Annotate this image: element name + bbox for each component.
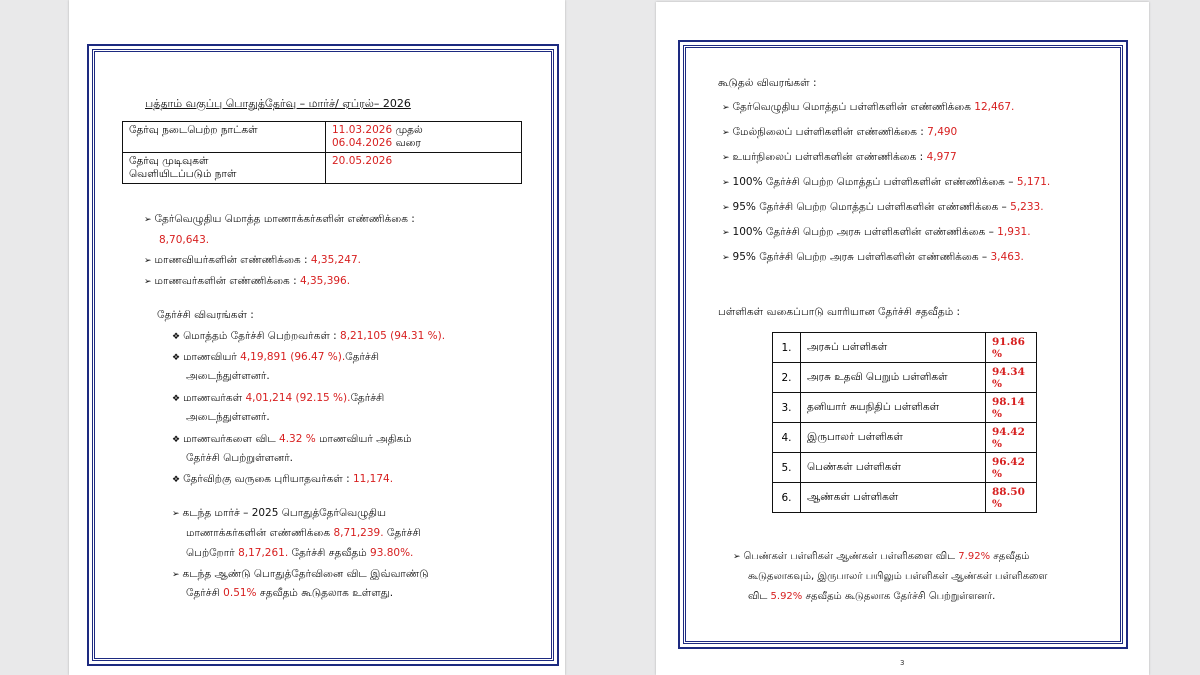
item-label: 95% தேர்ச்சி பெற்ற மொத்தப் பள்ளிகளின் எண்ணிக்கை –: [732, 201, 1007, 213]
prev-year-students: 8,71,239.: [333, 527, 384, 539]
category-percent: 91.86 %: [986, 333, 1037, 363]
page-number: 3: [900, 659, 905, 667]
item-value: 1,931.: [997, 226, 1031, 238]
girls-pass-value: 4,19,891 (96.47 %).: [240, 351, 346, 363]
row-number: 3.: [773, 393, 801, 423]
list-item: [722, 201, 1044, 214]
note-value1: 7.92%: [958, 551, 991, 562]
girls-count-label: மாணவியர்களின் எண்ணிக்கை :: [154, 254, 308, 266]
total-students-label: தேர்வெழுதிய மொத்த மாணாக்கர்களின் எண்ணிக்கை :: [154, 213, 415, 225]
table-row: [773, 363, 1037, 393]
absent-value: 11,174.: [352, 473, 394, 485]
pass-total-line: [172, 330, 445, 343]
list-item: [722, 176, 1050, 189]
category-percent: 88.50 %: [986, 483, 1037, 513]
pass-total-value: 8,21,105 (94.31 %).: [340, 330, 446, 342]
boys-pass-line: [172, 392, 384, 405]
prev-year-line4: [172, 568, 429, 581]
diamond-bullet-icon: ❖: [172, 394, 181, 404]
row-number: 4.: [773, 423, 801, 453]
prev-year-line1: [172, 507, 386, 520]
category-label: பெண்கள் பள்ளிகள்: [801, 453, 986, 483]
item-label: 95% தேர்ச்சி பெற்ற அரசு பள்ளிகளின் எண்ணிக்கை –: [732, 251, 988, 263]
pass-total-label: மொத்தம் தேர்ச்சி பெற்றவர்கள் :: [183, 330, 337, 342]
arrow-bullet-icon: ➢: [144, 256, 152, 266]
prev-year-percent: 93.80%.: [370, 547, 414, 559]
comparison-post: மாணவியர் அதிகம்: [319, 433, 412, 445]
item-label: 100% தேர்ச்சி பெற்ற அரசு பள்ளிகளின் எண்ணிக்கை –: [732, 226, 994, 238]
table-row: [123, 122, 522, 153]
item-value: 3,463.: [990, 251, 1024, 263]
note-line3: [748, 591, 995, 603]
arrow-bullet-icon: ➢: [722, 128, 730, 138]
result-label-line2: வெளியிடப்படும் நாள்: [129, 168, 237, 180]
table-row: [773, 423, 1037, 453]
comparison-line: [172, 433, 412, 446]
table-cell: [326, 153, 522, 184]
prev-year-text3: தேர்ச்சி: [386, 527, 421, 539]
item-label: மேல்நிலைப் பள்ளிகளின் எண்ணிக்கை :: [732, 126, 924, 138]
item-value: 7,490: [927, 126, 958, 138]
note-value2: 5.92%: [770, 591, 803, 602]
prev-year-text5: தேர்ச்சி சதவீதம்: [291, 547, 367, 559]
document-page-right: [656, 2, 1149, 675]
date-end-suffix: வரை: [392, 137, 421, 149]
table-cell: தேர்வு நடைபெற்ற நாட்கள்: [123, 122, 326, 153]
boys-count-value: 4,35,396.: [299, 275, 351, 287]
prev-year-line2: [186, 527, 421, 540]
comparison-pre: மாணவர்களை விட: [183, 433, 276, 445]
date-end: 06.04.2026: [332, 137, 393, 149]
page-title: பத்தாம் வகுப்பு பொதுத்தேர்வு – மார்ச்/ ஏப்ரல்– 2026: [145, 97, 411, 110]
arrow-bullet-icon: ➢: [144, 277, 152, 287]
note-line2: கூடுதலாகவும், இருபாலர் பயிலும் பள்ளிகள் ஆண்கள் பள்ளிகளை: [748, 571, 1048, 582]
prev-year-text2: மாணாக்கர்களின் எண்ணிக்கை: [186, 527, 331, 539]
item-value: 5,171.: [1016, 176, 1051, 188]
category-label: இருபாலர் பள்ளிகள்: [801, 423, 986, 453]
table-row: [773, 453, 1037, 483]
category-heading: பள்ளிகள் வகைப்பாடு வாரியான தேர்ச்சி சதவீதம் :: [718, 306, 961, 318]
additional-heading: கூடுதல் விவரங்கள் :: [718, 77, 817, 89]
category-label: ஆண்கள் பள்ளிகள்: [801, 483, 986, 513]
total-students-value: 8,70,643.: [159, 234, 210, 246]
item-label: உயர்நிலைப் பள்ளிகளின் எண்ணிக்கை :: [732, 151, 924, 163]
arrow-bullet-icon: ➢: [722, 178, 730, 188]
arrow-bullet-icon: ➢: [722, 228, 730, 238]
girls-count-line: [144, 254, 361, 267]
item-label: தேர்வெழுதிய மொத்தப் பள்ளிகளின் எண்ணிக்கை: [732, 101, 971, 113]
comparison-value: 4.32 %: [279, 433, 316, 445]
arrow-bullet-icon: ➢: [172, 509, 180, 519]
date-start-suffix: முதல்: [392, 124, 423, 136]
increase-percent: 0.51%: [223, 587, 257, 599]
girls-count-value: 4,35,247.: [310, 254, 361, 266]
category-label: அரசுப் பள்ளிகள்: [801, 333, 986, 363]
result-date: 20.05.2026: [332, 155, 393, 167]
date-start: 11.03.2026: [332, 124, 393, 136]
girls-pass-line2: அடைந்துள்ளனர்.: [186, 370, 270, 382]
item-label: 100% தேர்ச்சி பெற்ற மொத்தப் பள்ளிகளின் எண்ணிக்கை –: [732, 176, 1014, 188]
item-value: 4,977: [926, 151, 957, 163]
boys-count-label: மாணவர்களின் எண்ணிக்கை :: [154, 275, 297, 287]
arrow-bullet-icon: ➢: [722, 253, 730, 263]
arrow-bullet-icon: ➢: [722, 153, 730, 163]
boys-pass-value: 4,01,214 (92.15 %).: [245, 392, 351, 404]
category-pass-table: [772, 332, 1037, 513]
total-students-line: [144, 213, 415, 226]
absent-line: [172, 473, 393, 486]
comparison-line2: தேர்ச்சி பெற்றுள்ளனர்.: [186, 452, 294, 464]
arrow-bullet-icon: ➢: [722, 103, 730, 113]
boys-pass-line2: அடைந்துள்ளனர்.: [186, 411, 270, 423]
result-label-line1: தேர்வு முடிவுகள்: [129, 155, 209, 167]
diamond-bullet-icon: ❖: [172, 332, 181, 342]
category-percent: 94.34 %: [986, 363, 1037, 393]
girls-pass-suffix: தேர்ச்சி: [345, 351, 379, 363]
row-number: 6.: [773, 483, 801, 513]
prev-year-text8: சதவீதம் கூடுதலாக உள்ளது.: [259, 587, 394, 599]
girls-pass-label: மாணவியர்: [183, 351, 237, 363]
prev-year-line5: [186, 587, 393, 600]
row-number: 1.: [773, 333, 801, 363]
arrow-bullet-icon: ➢: [722, 203, 730, 213]
category-label: அரசு உதவி பெறும் பள்ளிகள்: [801, 363, 986, 393]
note-text1: பெண்கள் பள்ளிகள் ஆண்கள் பள்ளிகளை விட: [743, 551, 956, 562]
arrow-bullet-icon: ➢: [733, 552, 741, 562]
boys-pass-suffix: தேர்ச்சி: [350, 392, 385, 404]
prev-year-line3: [186, 547, 413, 560]
table-row: [773, 393, 1037, 423]
prev-year-text4: பெற்றோர்: [186, 547, 235, 559]
prev-year-text1: கடந்த மார்ச் – 2025 பொதுத்தேர்வெழுதிய: [182, 507, 386, 519]
diamond-bullet-icon: ❖: [172, 475, 181, 485]
category-label: தனியார் சுயநிதிப் பள்ளிகள்: [801, 393, 986, 423]
prev-year-passed: 8,17,261.: [238, 547, 289, 559]
diamond-bullet-icon: ❖: [172, 435, 181, 445]
list-item: [722, 151, 957, 164]
note-text4: சதவீதம் கூடுதலாக தேர்ச்சி பெற்றுள்ளனர்.: [805, 591, 996, 602]
pass-details-heading: தேர்ச்சி விவரங்கள் :: [157, 309, 254, 321]
item-value: 12,467.: [974, 101, 1015, 113]
table-row: [123, 153, 522, 184]
note-text3: விட: [748, 591, 768, 602]
list-item: [722, 126, 957, 139]
note-text2: சதவீதம்: [993, 551, 1030, 562]
item-value: 5,233.: [1010, 201, 1044, 213]
table-cell: [326, 122, 522, 153]
row-number: 5.: [773, 453, 801, 483]
table-row: [773, 333, 1037, 363]
document-page-left: [69, 0, 565, 675]
boys-pass-label: மாணவர்கள்: [183, 392, 243, 404]
list-item: [722, 251, 1024, 264]
girls-pass-line: [172, 351, 379, 364]
row-number: 2.: [773, 363, 801, 393]
table-cell: [123, 153, 326, 184]
arrow-bullet-icon: ➢: [144, 215, 152, 225]
diamond-bullet-icon: ❖: [172, 353, 181, 363]
list-item: [722, 101, 1014, 114]
prev-year-text7: தேர்ச்சி: [186, 587, 220, 599]
table-row: [773, 483, 1037, 513]
list-item: [722, 226, 1031, 239]
boys-count-line: [144, 275, 350, 288]
prev-year-text6: கடந்த ஆண்டு பொதுத்தேர்வினை விட இவ்வாண்டு: [182, 568, 429, 580]
absent-label: தேர்விற்கு வருகை புரியாதவர்கள் :: [183, 473, 350, 485]
category-percent: 94.42 %: [986, 423, 1037, 453]
category-percent: 96.42 %: [986, 453, 1037, 483]
note-line1: [733, 551, 1029, 563]
arrow-bullet-icon: ➢: [172, 570, 180, 580]
category-percent: 98.14 %: [986, 393, 1037, 423]
exam-info-table: [122, 121, 522, 184]
